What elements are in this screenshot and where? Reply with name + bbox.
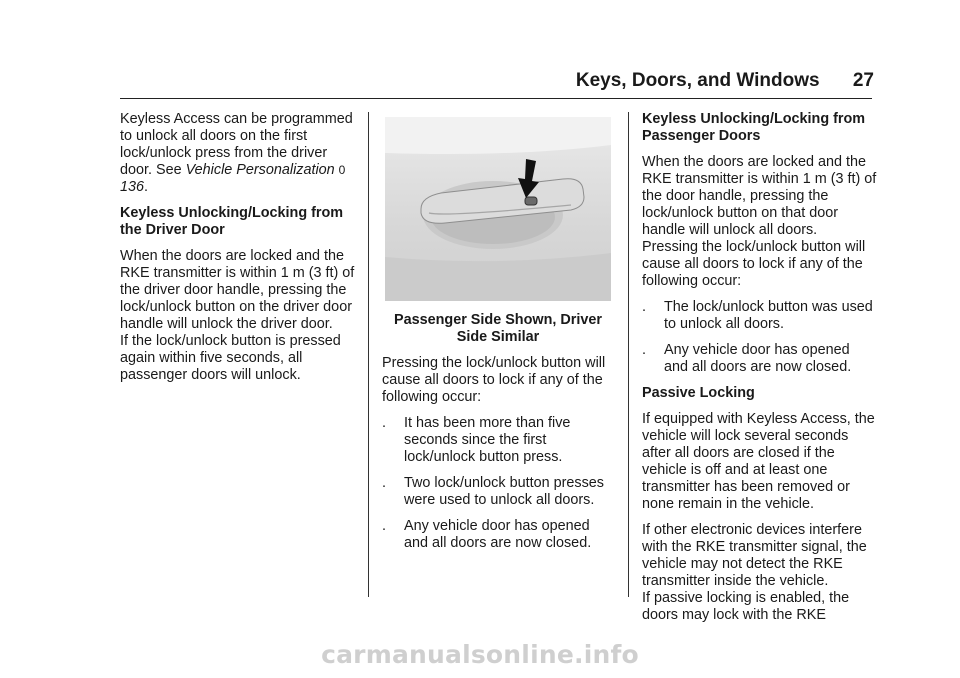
interference-paragraph: If other electronic devices interfere with the RKE transmitter signal, the vehicle may not detect the RKE transmitter inside the vehicle. [642, 522, 867, 589]
bullet-mark: . [382, 518, 386, 534]
xref-vehicle-personalization[interactable]: Vehicle Personalization [185, 162, 335, 178]
section-title: Keys, Doors, and Windows [575, 70, 820, 91]
list-item: . It has been more than five seconds since the first lock/unlock button press. [382, 415, 571, 465]
bullet-mark: . [382, 475, 386, 491]
header-rule [120, 98, 872, 99]
figure-caption: Passenger Side Shown, Driver Side Similar [394, 312, 602, 345]
column-divider-left [368, 112, 369, 597]
door-handle-illustration [385, 117, 611, 301]
bullet-mark: . [382, 415, 386, 431]
column-right [642, 111, 877, 633]
list-item: . The lock/unlock button was used to unlock all doors. [642, 299, 873, 332]
heading-passive-locking: Passive Locking [642, 385, 755, 401]
heading-passenger-doors: Keyless Unlocking/Locking from Passenger Doors [642, 111, 866, 144]
driver-door-paragraph: When the doors are locked and the RKE transmitter is within 1 m (3 ft) of the driver door handle, pressing the lock/unlock button on the driver door handle will unlock the driver door. [120, 248, 355, 332]
column-middle [382, 117, 614, 561]
passive-locking-paragraph: If equipped with Keyless Access, the vehicle will lock several seconds after all doors are closed if the vehicle is off and at least one transmitter has been removed or none remain in the vehicle. [642, 411, 875, 512]
door-handle-figure [385, 117, 611, 301]
bullet-mark: . [642, 299, 646, 315]
column-divider-right [628, 112, 629, 597]
page-header [0, 70, 874, 92]
lock-conditions-paragraph: Pressing the lock/unlock button will cause all doors to lock if any of the following occur: [382, 355, 606, 405]
passenger-doors-paragraph: When the doors are locked and the RKE transmitter is within 1 m (3 ft) of the door handle, pressing the lock/unlock button on that door handle will unlock all doors. Pressing the lock/unlock button will cause all doors to lock if any of the following occur: [642, 154, 877, 289]
heading-driver-door: Keyless Unlocking/Locking from the Driver Door [120, 205, 344, 238]
watermark-footer: carmanualsonline.info [321, 640, 639, 669]
intro-paragraph: Keyless Access can be programmed to unlock all doors on the first lock/unlock press from the driver door. See Vehicle Personalization 0 136. [120, 111, 353, 195]
column-left [120, 111, 356, 393]
passive-enabled-paragraph: If passive locking is enabled, the doors may lock with the RKE [642, 590, 850, 623]
bullet-mark: . [642, 342, 646, 358]
passenger-unlock-paragraph: If the lock/unlock button is pressed again within five seconds, all passenger doors will unlock. [120, 333, 341, 383]
list-item: . Two lock/unlock button presses were used to unlock all doors. [382, 475, 604, 508]
page-number: 27 [852, 70, 874, 91]
list-item: . Any vehicle door has opened and all doors are now closed. [642, 342, 852, 375]
list-item: . Any vehicle door has opened and all doors are now closed. [382, 518, 592, 551]
page-pointer-icon: 0 [338, 163, 346, 177]
xref-page-number[interactable]: 136 [120, 179, 145, 195]
